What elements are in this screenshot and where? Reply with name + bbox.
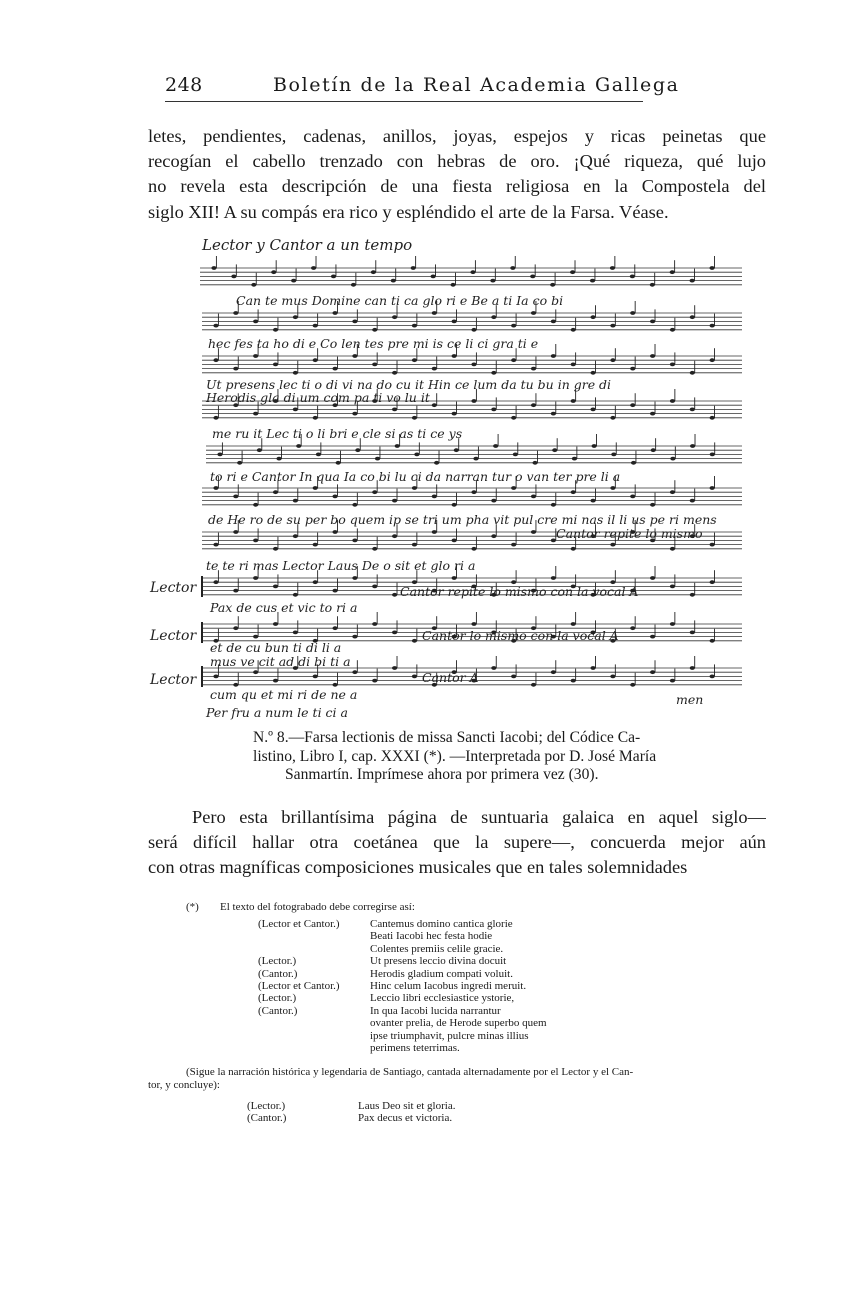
note-head <box>590 408 595 412</box>
note-head <box>491 371 496 375</box>
note-head <box>510 266 515 270</box>
footnote-speaker: (Cantor.) <box>258 967 298 980</box>
score-lyric: Can te mus Domine can ti ca glo ri e Be a ti Ia co bi <box>236 293 564 308</box>
note-head <box>452 354 457 358</box>
note-head <box>313 543 318 547</box>
note-head <box>690 408 695 412</box>
note-head <box>276 457 281 461</box>
note-head <box>491 534 496 538</box>
note-head <box>471 547 476 551</box>
note-head <box>432 530 437 534</box>
note-head <box>571 490 576 494</box>
note-head <box>630 311 635 315</box>
note-head <box>610 675 615 679</box>
note-head <box>331 275 336 279</box>
note-head <box>592 444 597 448</box>
note-head <box>253 576 258 580</box>
note-head <box>355 448 360 452</box>
note-head <box>253 320 258 324</box>
footnote-marker: (*) <box>186 901 199 913</box>
note-head <box>372 622 377 626</box>
note-head <box>690 279 695 283</box>
note-head <box>670 270 675 274</box>
footnote-note: tor, y concluye): <box>148 1079 220 1091</box>
note-head <box>511 543 516 547</box>
score-lyric: cum qu et mi ri de ne a <box>210 687 358 702</box>
note-head <box>257 448 262 452</box>
note-head <box>213 358 218 362</box>
note-head <box>233 530 238 534</box>
note-head <box>293 499 298 503</box>
note-head <box>650 412 655 416</box>
score-lyric: Ut presens lec ti o di vi na do cu it Hin ce lum da tu bu in gre di <box>206 377 612 392</box>
footnote-verse: Leccio libri ecclesiastice ystorie, <box>370 992 515 1005</box>
note-head <box>372 328 377 332</box>
note-head <box>590 499 595 503</box>
note-head <box>650 576 655 580</box>
note-head <box>490 279 495 283</box>
score-lyric: et de cu bun ti di li a <box>210 640 342 655</box>
music-score-facsimile <box>150 236 760 724</box>
footnote-verse: ipse triumphavit, pulcre minas illius <box>370 1029 529 1042</box>
note-head <box>313 416 318 420</box>
note-head <box>253 412 258 416</box>
note-head <box>511 358 516 362</box>
body-line: no revela esta descripción de una fiesta religiosa en la Compostela del <box>148 176 766 197</box>
note-head <box>470 270 475 274</box>
note-head <box>273 490 278 494</box>
note-head <box>271 270 276 274</box>
voice-label-lector: Lector <box>150 672 197 688</box>
note-head <box>251 283 256 287</box>
note-head <box>493 444 498 448</box>
note-head <box>253 539 258 543</box>
note-head <box>491 408 496 412</box>
score-lyric: de He ro de su per bo quem ip se tri um pha vit pul cre mi nas il li us pe ri mens <box>208 512 717 527</box>
note-head <box>431 275 436 279</box>
note-head <box>253 635 258 639</box>
note-head <box>610 486 615 490</box>
note-head <box>391 279 396 283</box>
note-head <box>372 585 377 589</box>
footnote-verse: ovanter prelia, de Herode superbo quem <box>370 1017 547 1030</box>
note-head <box>352 576 357 580</box>
note-head <box>552 448 557 452</box>
note-head <box>454 448 459 452</box>
note-head <box>551 503 556 507</box>
body-paragraph-bottom <box>148 805 766 881</box>
page-number: 248 <box>165 74 203 96</box>
note-head <box>392 499 397 503</box>
voice-label-lector: Lector <box>150 580 197 596</box>
note-head <box>233 367 238 371</box>
score-lyric: te te ri mas Lector Laus De o sit et glo ri a <box>206 558 476 573</box>
body-paragraph-top <box>148 124 766 225</box>
footnote-intro: El texto del fotograbado debe corregirse así: <box>220 901 415 913</box>
note-head <box>372 547 377 551</box>
score-lyric: hec fes ta ho di e Co len tes pre mi is ce li ci gra ti e <box>208 336 539 351</box>
note-head <box>452 503 457 507</box>
note-head <box>710 453 715 457</box>
caption-line: N.º 8.—Farsa lectionis de missa Sancti Iacobi; del Códice Ca- <box>253 729 641 746</box>
score-lyric: Cantor lo mismo con la vocal A <box>422 628 619 643</box>
note-head <box>213 675 218 679</box>
footnote-verse: Ut presens leccio divina docuit <box>370 955 507 968</box>
note-head <box>395 444 400 448</box>
score-lyric: Cantor repite lo mismo <box>556 526 703 541</box>
note-head <box>670 490 675 494</box>
note-head <box>491 666 496 670</box>
score-heading: Lector y Cantor a un tempo <box>202 236 413 254</box>
note-head <box>690 444 695 448</box>
note-head <box>551 576 556 580</box>
note-head <box>332 530 337 534</box>
header-rule <box>165 101 643 102</box>
note-head <box>316 453 321 457</box>
note-head <box>273 547 278 551</box>
note-head <box>571 399 576 403</box>
note-head <box>392 666 397 670</box>
body-line: siglo XII! A su compás era rico y espléndido el arte de la Farsa. Véase. <box>148 201 669 222</box>
note-head <box>550 283 555 287</box>
note-head <box>511 324 516 328</box>
score-lyric: me ru it Lec ti o li bri e cle si as ti ce ys <box>212 426 463 441</box>
note-head <box>336 461 341 465</box>
note-head <box>690 666 695 670</box>
note-head <box>233 311 238 315</box>
note-head <box>630 683 635 687</box>
note-head <box>670 622 675 626</box>
note-head <box>710 639 715 643</box>
note-head <box>293 371 298 375</box>
note-head <box>551 320 556 324</box>
note-head <box>710 358 715 362</box>
note-head <box>412 543 417 547</box>
body-line: con otras magníficas composiciones musicales que en tales solemnidades <box>148 857 688 878</box>
score-lyric: Cantor repite lo mismo con la vocal A <box>400 584 639 599</box>
footnote-speaker: (Lector et Cantor.) <box>258 980 340 992</box>
note-head <box>233 626 238 630</box>
note-head <box>352 320 357 324</box>
note-head <box>211 266 216 270</box>
note-head <box>610 266 615 270</box>
voice-label-lector: Lector <box>150 628 197 644</box>
note-head <box>233 589 238 593</box>
note-head <box>293 408 298 412</box>
note-head <box>551 412 556 416</box>
note-head <box>432 403 437 407</box>
note-head <box>412 486 417 490</box>
note-head <box>213 580 218 584</box>
note-head <box>412 416 417 420</box>
body-line: recogían el cabello trenzado con hebras de oro. ¡Qué riqueza, qué lujo <box>148 151 766 172</box>
note-head <box>670 585 675 589</box>
note-head <box>273 363 278 367</box>
footnote-speaker: (Lector et Cantor.) <box>258 918 340 930</box>
note-head <box>412 639 417 643</box>
note-head <box>571 363 576 367</box>
footnote-speaker: (Cantor.) <box>258 1004 298 1017</box>
footnote-verse: In qua Iacobi lucida narrantur <box>370 1004 501 1017</box>
note-head <box>213 324 218 328</box>
note-head <box>670 399 675 403</box>
note-head <box>392 315 397 319</box>
note-head <box>590 666 595 670</box>
note-head <box>293 534 298 538</box>
note-head <box>710 416 715 420</box>
note-head <box>471 399 476 403</box>
note-head <box>371 270 376 274</box>
note-head <box>352 503 357 507</box>
note-head <box>332 495 337 499</box>
note-head <box>650 283 655 287</box>
note-head <box>572 457 577 461</box>
note-head <box>630 367 635 371</box>
note-head <box>551 354 556 358</box>
note-head <box>491 499 496 503</box>
note-head <box>670 679 675 683</box>
note-head <box>590 279 595 283</box>
note-head <box>650 670 655 674</box>
note-head <box>432 367 437 371</box>
note-head <box>332 626 337 630</box>
note-head <box>513 453 518 457</box>
note-head <box>411 266 416 270</box>
note-head <box>471 328 476 332</box>
note-head <box>532 461 537 465</box>
note-head <box>352 354 357 358</box>
note-head <box>571 547 576 551</box>
note-head <box>291 279 296 283</box>
note-head <box>670 328 675 332</box>
footnote-verse: Hinc celum Iacobus ingredi meruit. <box>370 980 527 992</box>
note-head <box>392 371 397 375</box>
note-head <box>273 679 278 683</box>
note-head <box>452 539 457 543</box>
note-head <box>611 453 616 457</box>
note-head <box>313 675 318 679</box>
note-head <box>531 311 536 315</box>
note-head <box>610 416 615 420</box>
footnote-verse: Herodis gladium compati voluit. <box>370 967 513 980</box>
note-head <box>372 363 377 367</box>
body-line: será difícil hallar otra coetánea que la supere—, concuerda mejor aún <box>148 832 766 853</box>
footnote-verse: Beati Iacobi hec festa hodie <box>370 930 493 943</box>
note-head <box>311 266 316 270</box>
note-head <box>630 495 635 499</box>
note-head <box>450 283 455 287</box>
note-head <box>392 593 397 597</box>
running-title: Boletín de la Real Academia Gallega <box>273 74 680 96</box>
note-head <box>571 622 576 626</box>
note-head <box>217 453 222 457</box>
note-head <box>375 457 380 461</box>
note-head <box>531 403 536 407</box>
note-head <box>273 585 278 589</box>
note-head <box>414 453 419 457</box>
note-head <box>372 490 377 494</box>
note-head <box>231 275 236 279</box>
footnote-verse: Cantemus domino cantica glorie <box>370 918 513 930</box>
note-head <box>352 412 357 416</box>
note-head <box>213 486 218 490</box>
score-lyric: Cantor A <box>422 670 479 685</box>
footnote-note: (Sigue la narración histórica y legendaria de Santiago, cantada alternadamente por el Lector y el Can- <box>186 1066 634 1078</box>
footnote-verse: Colentes premiis celile gracie. <box>370 942 504 955</box>
note-head <box>392 534 397 538</box>
note-head <box>434 461 439 465</box>
note-head <box>233 495 238 499</box>
note-head <box>571 328 576 332</box>
note-head <box>610 543 615 547</box>
body-line: letes, pendientes, cadenas, anillos, joyas, espejos y ricas peinetas que <box>148 126 766 146</box>
note-head <box>650 503 655 507</box>
note-head <box>273 622 278 626</box>
note-head <box>590 315 595 319</box>
note-head <box>471 622 476 626</box>
footnote-verse: perimens teterrimas. <box>370 1042 460 1054</box>
note-head <box>293 631 298 635</box>
caption-line: listino, Libro I, cap. XXXI (*). —Interpretada por D. José María <box>253 747 657 765</box>
note-head <box>690 593 695 597</box>
note-head <box>352 670 357 674</box>
note-head <box>610 324 615 328</box>
note-head <box>670 457 675 461</box>
note-head <box>511 675 516 679</box>
note-head <box>690 499 695 503</box>
note-head <box>590 371 595 375</box>
note-head <box>670 363 675 367</box>
note-head <box>313 580 318 584</box>
note-head <box>473 457 478 461</box>
note-head <box>237 461 242 465</box>
note-head <box>392 631 397 635</box>
note-head <box>511 486 516 490</box>
note-head <box>452 320 457 324</box>
footnote-speaker: (Lector.) <box>258 992 297 1005</box>
note-head <box>352 635 357 639</box>
note-head <box>471 363 476 367</box>
note-head <box>690 315 695 319</box>
note-head <box>452 576 457 580</box>
footnote-speaker: (Lector.) <box>247 1100 286 1112</box>
footnote-speaker: (Lector.) <box>258 955 297 968</box>
note-head <box>710 543 715 547</box>
note-head <box>253 503 258 507</box>
note-head <box>631 461 636 465</box>
footnote-speaker: (Cantor.) <box>247 1112 287 1125</box>
score-lyric: to ri e Cantor In qua Ia co bi lu ci da narran tur o van ter pre li a <box>210 469 621 484</box>
note-head <box>650 635 655 639</box>
note-head <box>491 315 496 319</box>
note-head <box>710 675 715 679</box>
note-head <box>372 679 377 683</box>
note-head <box>710 580 715 584</box>
note-head <box>471 490 476 494</box>
note-head <box>690 371 695 375</box>
note-head <box>610 358 615 362</box>
note-head <box>332 589 337 593</box>
note-head <box>511 416 516 420</box>
note-head <box>650 354 655 358</box>
note-head <box>313 358 318 362</box>
note-head <box>630 403 635 407</box>
note-head <box>412 675 417 679</box>
note-head <box>531 683 536 687</box>
note-head <box>296 444 301 448</box>
note-head <box>531 367 536 371</box>
score-lyric: Per fru a num le ti ci a <box>206 705 348 720</box>
note-head <box>432 311 437 315</box>
score-lyric: mus ve cit ad di bi ti a <box>210 654 351 669</box>
footnote-verse: Pax decus et victoria. <box>358 1112 453 1125</box>
note-head <box>690 631 695 635</box>
note-head <box>710 324 715 328</box>
note-head <box>432 495 437 499</box>
note-head <box>213 543 218 547</box>
footnote-verse: Laus Deo sit et gloria. <box>358 1100 456 1112</box>
note-head <box>253 670 258 674</box>
note-head <box>293 315 298 319</box>
note-head <box>571 679 576 683</box>
score-lyric: men <box>676 692 704 707</box>
note-head <box>710 486 715 490</box>
note-head <box>651 448 656 452</box>
note-head <box>313 324 318 328</box>
note-head <box>570 270 575 274</box>
note-head <box>332 311 337 315</box>
note-head <box>293 593 298 597</box>
note-head <box>313 486 318 490</box>
note-head <box>273 328 278 332</box>
note-head <box>650 320 655 324</box>
body-line: Pero esta brillantísima página de suntuaria galaica en aquel siglo— <box>192 807 766 827</box>
note-head <box>412 358 417 362</box>
note-head <box>351 283 356 287</box>
note-head <box>551 670 556 674</box>
note-head <box>630 275 635 279</box>
note-head <box>531 495 536 499</box>
score-lyric: Pax de cus et vic to ri a <box>210 600 358 615</box>
note-head <box>332 367 337 371</box>
note-head <box>253 354 258 358</box>
note-head <box>630 626 635 630</box>
note-head <box>213 416 218 420</box>
figure-caption <box>253 729 713 785</box>
note-head <box>352 539 357 543</box>
note-head <box>709 266 714 270</box>
note-head <box>531 530 536 534</box>
page-header <box>165 74 680 104</box>
note-head <box>392 408 397 412</box>
score-lyric: Herodis gla di um com pa ti vo lu it <box>206 390 430 405</box>
note-head <box>670 547 675 551</box>
staff <box>200 256 742 287</box>
note-head <box>452 412 457 416</box>
note-head <box>530 275 535 279</box>
caption-line: Sanmartín. Imprímese ahora por primera vez (30). <box>285 766 599 783</box>
note-head <box>412 324 417 328</box>
